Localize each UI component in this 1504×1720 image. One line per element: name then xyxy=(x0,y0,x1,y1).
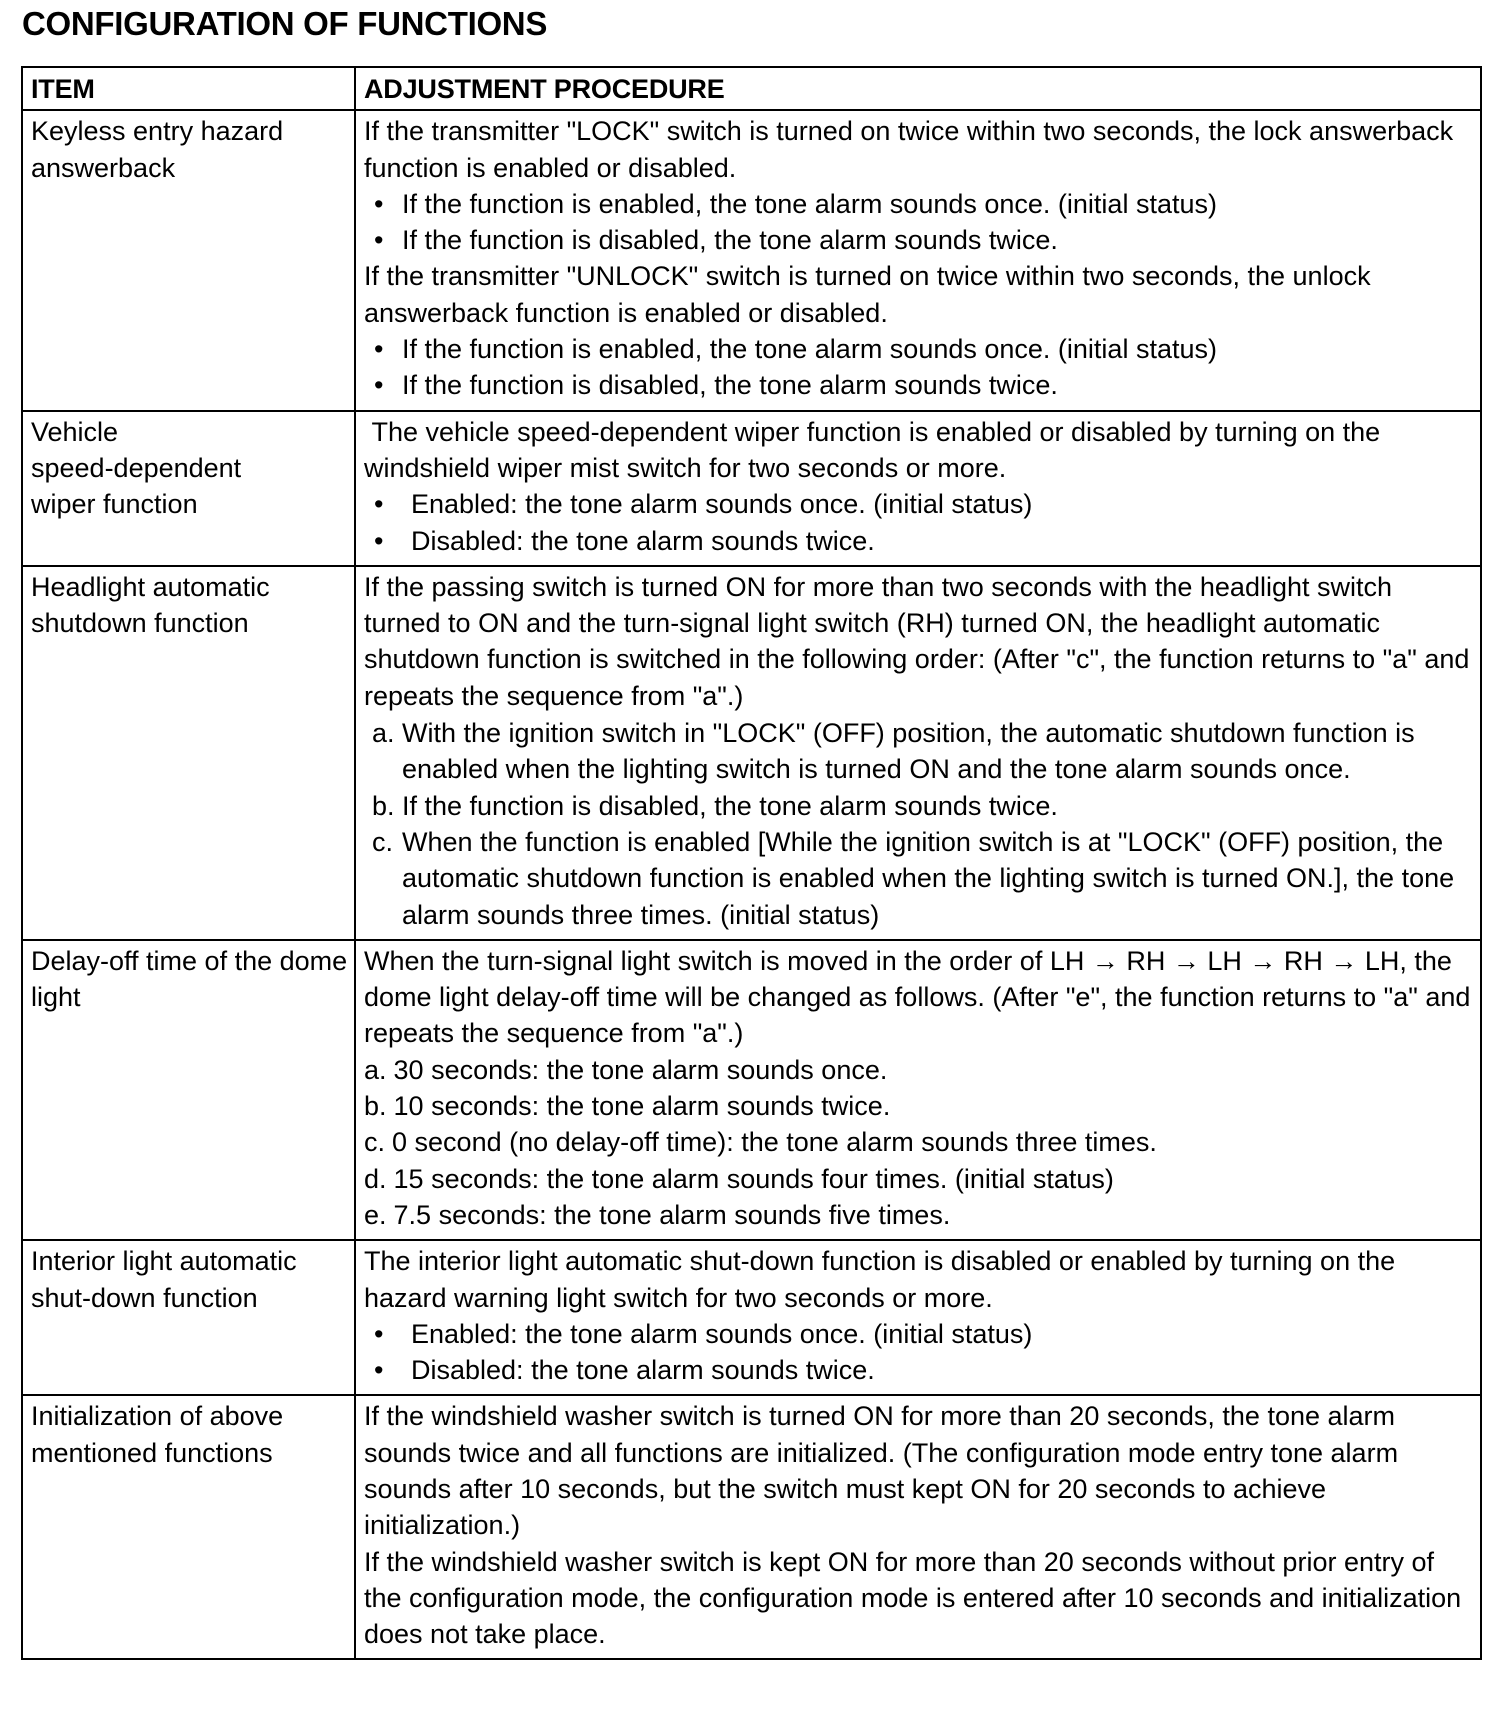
list-marker: e. xyxy=(364,1199,387,1230)
item-label-line: wiper function xyxy=(31,489,198,520)
bullet-list xyxy=(364,486,1474,559)
item-label: Interior light automatic shut-down function xyxy=(31,1246,297,1313)
list-item-text: If the function is enabled, the tone alarm sounds once. (initial status) xyxy=(402,188,1217,219)
procedure-cell xyxy=(355,566,1481,940)
list-item-text: With the ignition switch in "LOCK" (OFF) position, the automatic shutdown function is enabled when the lighting switch is turned ON and the tone alarm sounds once. xyxy=(402,718,1415,785)
procedure-paragraph: If the passing switch is turned ON for more than two seconds with the headlight switch turned to ON and the turn-signal light switch (RH) turned ON, the headlight automatic shutdown function is switched in the following order: (After "c", the function returns to "a" and repeats the sequence from "a".) xyxy=(364,571,1470,711)
list-item xyxy=(364,788,1474,824)
list-item xyxy=(364,1088,1474,1124)
bullet-list xyxy=(364,186,1474,259)
procedure-cell xyxy=(355,411,1481,566)
item-label-line: Vehicle xyxy=(31,416,119,447)
list-item-text: If the function is disabled, the tone alarm sounds twice. xyxy=(402,370,1058,401)
list-marker: b. xyxy=(372,790,395,821)
procedure-cell xyxy=(355,940,1481,1240)
item-cell xyxy=(22,566,355,940)
list-item-text: If the function is disabled, the tone alarm sounds twice. xyxy=(402,790,1058,821)
procedure-paragraph: If the transmitter "LOCK" switch is turned on twice within two seconds, the lock answerback function is enabled or disabled. xyxy=(364,116,1454,183)
bullet-icon: • xyxy=(374,334,384,365)
list-item-text: 30 seconds: the tone alarm sounds once. xyxy=(393,1054,888,1085)
configuration-table xyxy=(21,66,1482,1660)
list-item xyxy=(364,367,1474,403)
list-marker: a. xyxy=(364,1054,387,1085)
lettered-list xyxy=(364,1052,1474,1233)
list-marker: c. xyxy=(364,1127,386,1158)
list-item-text: Disabled: the tone alarm sounds twice. xyxy=(411,1355,875,1386)
list-marker: a. xyxy=(372,718,395,749)
table-row xyxy=(22,1395,1481,1659)
list-item-text: 10 seconds: the tone alarm sounds twice. xyxy=(393,1091,891,1122)
column-header-item: ITEM xyxy=(22,67,355,110)
item-label-line: speed-dependent xyxy=(31,452,242,483)
list-item xyxy=(364,1316,1474,1352)
table-header-row xyxy=(22,67,1481,110)
bullet-icon: • xyxy=(374,1318,384,1349)
list-item xyxy=(364,1197,1474,1233)
list-item xyxy=(364,523,1474,559)
bullet-icon: • xyxy=(374,188,384,219)
list-item xyxy=(364,1352,1474,1388)
list-item xyxy=(364,186,1474,222)
item-label: Delay-off time of the dome light xyxy=(31,945,348,1013)
procedure-cell xyxy=(355,1240,1481,1395)
list-item-text: If the function is disabled, the tone alarm sounds twice. xyxy=(402,225,1058,256)
list-marker: c. xyxy=(372,826,394,857)
list-marker: b. xyxy=(364,1091,387,1122)
list-item xyxy=(364,222,1474,258)
item-label: Keyless entry hazard answerback xyxy=(31,116,284,183)
list-item-text: If the function is enabled, the tone alarm sounds once. (initial status) xyxy=(402,334,1217,365)
item-cell xyxy=(22,411,355,566)
procedure-paragraph: The interior light automatic shut-down function is disabled or enabled by turning on the hazard warning light switch for two seconds or more. xyxy=(364,1246,1396,1313)
bullet-icon: • xyxy=(374,525,384,556)
list-item xyxy=(364,715,1474,788)
procedure-paragraph: If the windshield washer switch is kept ON for more than 20 seconds without prior entry of the configuration mode, the configuration mode is entered after 10 seconds and initialization does not take place. xyxy=(364,1546,1462,1650)
item-cell xyxy=(22,1240,355,1395)
list-item xyxy=(364,1161,1474,1197)
list-item-text: Disabled: the tone alarm sounds twice. xyxy=(411,525,875,556)
procedure-cell xyxy=(355,1395,1481,1659)
procedure-paragraph: If the transmitter "UNLOCK" switch is turned on twice within two seconds, the unlock answerback function is enabled or disabled. xyxy=(364,261,1371,328)
table-row xyxy=(22,110,1481,410)
page-title: CONFIGURATION OF FUNCTIONS xyxy=(22,5,548,42)
table-row xyxy=(22,411,1481,566)
list-item xyxy=(364,824,1474,933)
list-item xyxy=(364,331,1474,367)
bullet-list xyxy=(364,1316,1474,1389)
bullet-icon: • xyxy=(374,489,384,520)
list-item-text: 0 second (no delay-off time): the tone alarm sounds three times. xyxy=(392,1127,1157,1158)
item-label: Initialization of above mentioned functions xyxy=(31,1401,284,1468)
column-header-procedure: ADJUSTMENT PROCEDURE xyxy=(355,67,1481,110)
procedure-paragraph: When the turn-signal light switch is moved in the order of LH → RH → LH → RH → LH, the dome light delay-off time will be changed as follows. (After "e", the function returns to "a" and repeats the sequence from "a".) xyxy=(364,945,1471,1049)
bullet-list xyxy=(364,331,1474,404)
list-item xyxy=(364,1052,1474,1088)
item-cell xyxy=(22,1395,355,1659)
list-item xyxy=(364,1124,1474,1160)
table-row xyxy=(22,940,1481,1240)
table-row xyxy=(22,566,1481,940)
procedure-cell xyxy=(355,110,1481,410)
bullet-icon: • xyxy=(374,370,384,401)
lettered-list xyxy=(364,715,1474,933)
list-item-text: Enabled: the tone alarm sounds once. (initial status) xyxy=(411,1318,1033,1349)
item-label: Headlight automatic shutdown function xyxy=(31,571,270,639)
procedure-paragraph: The vehicle speed-dependent wiper function is enabled or disabled by turning on the windshield wiper mist switch for two seconds or more. xyxy=(364,416,1388,483)
table-row xyxy=(22,1240,1481,1395)
list-item-text: 15 seconds: the tone alarm sounds four times. (initial status) xyxy=(393,1163,1114,1194)
list-item-text: When the function is enabled [While the ignition switch is at "LOCK" (OFF) position, the automatic shutdown function is enabled when the lighting switch is turned ON.], the tone alarm sounds three times. (initial status) xyxy=(402,826,1455,930)
bullet-icon: • xyxy=(374,225,384,256)
list-item xyxy=(364,486,1474,522)
list-item-text: 7.5 seconds: the tone alarm sounds five times. xyxy=(393,1199,951,1230)
item-cell xyxy=(22,940,355,1240)
list-item-text: Enabled: the tone alarm sounds once. (initial status) xyxy=(411,489,1033,520)
procedure-paragraph: If the windshield washer switch is turned ON for more than 20 seconds, the tone alarm sounds twice and all functions are initialized. (The configuration mode entry tone alarm sounds after 10 seconds, but the switch must kept ON for 20 seconds to achieve initialization.) xyxy=(364,1401,1399,1541)
list-marker: d. xyxy=(364,1163,387,1194)
item-cell xyxy=(22,110,355,410)
bullet-icon: • xyxy=(374,1355,384,1386)
